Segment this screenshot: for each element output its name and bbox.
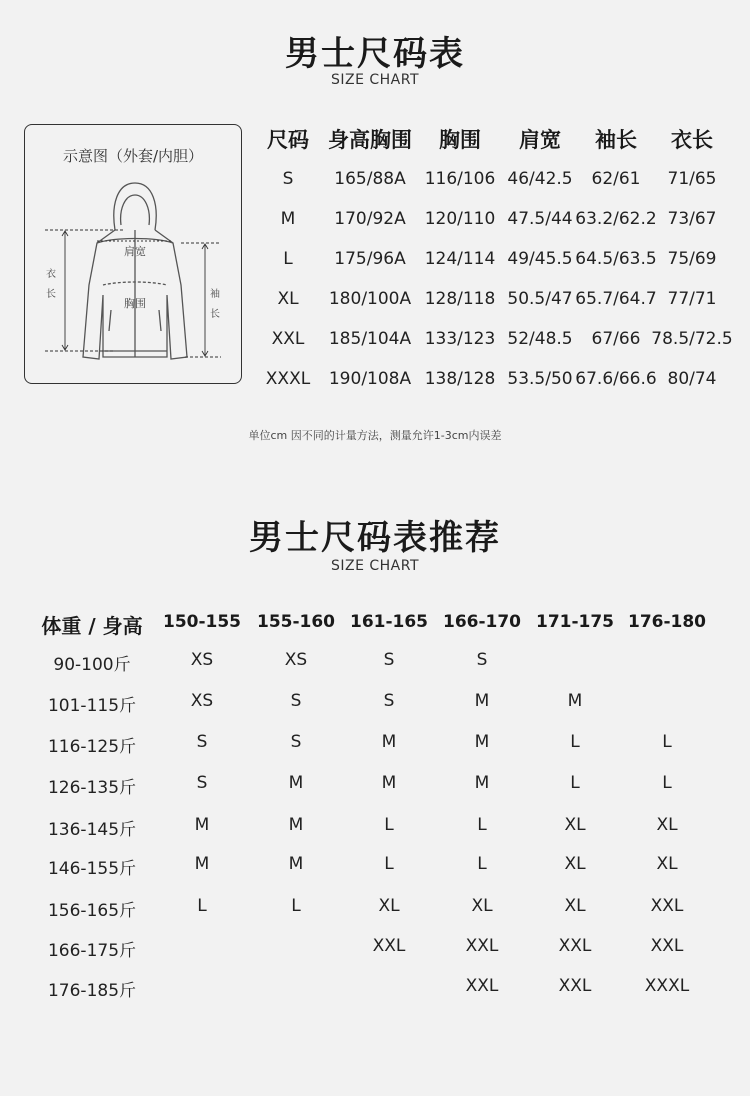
size-table-cell: 77/71 (667, 289, 717, 309)
measurement-note: 单位cm 因不同的计量方法，测量允许1-3cm内误差 (248, 429, 502, 442)
recommendation-subtitle: SIZE CHART (330, 558, 420, 574)
size-table-cell: 180/100A (328, 289, 412, 309)
recommended-size-cell: M (567, 691, 583, 711)
size-table-cell: 53.5/50 (507, 369, 573, 389)
size-table-cell: 128/118 (424, 289, 496, 309)
recommended-size-cell: XXL (558, 976, 592, 996)
size-table-cell: 49/45.5 (507, 249, 573, 269)
recommended-size-cell: L (662, 732, 672, 752)
chest-label: 胸围 (124, 297, 146, 310)
recommended-size-cell: XS (190, 691, 214, 711)
recommended-size-cell: M (288, 854, 304, 874)
weight-range-label: 116-125斤 (47, 737, 137, 757)
recommended-size-cell: XL (564, 854, 586, 874)
size-table-cell: 67/66 (591, 329, 641, 349)
recommended-size-cell: XL (656, 854, 678, 874)
size-table-cell: 133/123 (424, 329, 496, 349)
size-table-cell: 63.2/62.2 (575, 209, 657, 229)
recommended-size-cell: XXXL (644, 976, 690, 996)
height-range-header: 171-175 (535, 612, 615, 632)
recommended-size-cell: M (288, 773, 304, 793)
size-table-cell: 170/92A (334, 209, 406, 229)
size-table-header: 胸围 (439, 128, 481, 152)
weight-height-corner-label: 体重 / 身高 (41, 614, 143, 638)
recommended-size-cell: M (474, 773, 490, 793)
weight-range-label: 90-100斤 (53, 655, 131, 675)
size-table-cell: 165/88A (334, 169, 406, 189)
recommended-size-cell: S (196, 773, 208, 793)
size-table-cell: 67.6/66.6 (575, 369, 657, 389)
recommended-size-cell: S (476, 650, 488, 670)
recommended-size-cell: M (474, 732, 490, 752)
recommended-size-cell: M (194, 815, 210, 835)
recommended-size-cell: XXL (650, 936, 684, 956)
shoulder-label: 肩宽 (124, 245, 146, 258)
weight-range-label: 166-175斤 (47, 941, 137, 961)
size-table-cell: 64.5/63.5 (575, 249, 657, 269)
size-table-cell: 138/128 (424, 369, 496, 389)
recommended-size-cell: XXL (465, 936, 499, 956)
height-range-header: 161-165 (349, 612, 429, 632)
size-label: L (283, 249, 293, 269)
recommended-size-cell: M (381, 732, 397, 752)
recommended-size-cell: M (194, 854, 210, 874)
size-label: M (280, 209, 296, 229)
weight-range-label: 136-145斤 (47, 820, 137, 840)
recommended-size-cell: L (570, 773, 580, 793)
sleeve-label-2: 长 (210, 309, 220, 320)
height-range-header: 155-160 (256, 612, 336, 632)
recommended-size-cell: S (290, 691, 302, 711)
recommended-size-cell: XS (190, 650, 214, 670)
size-table-cell: 80/74 (667, 369, 717, 389)
size-label: S (282, 169, 294, 189)
size-table-cell: 185/104A (328, 329, 412, 349)
recommended-size-cell: XXL (558, 936, 592, 956)
recommended-size-cell: S (383, 691, 395, 711)
size-table-cell: 78.5/72.5 (651, 329, 733, 349)
size-table-cell: 52/48.5 (507, 329, 573, 349)
recommended-size-cell: L (662, 773, 672, 793)
size-chart-subtitle: SIZE CHART (330, 72, 420, 88)
diagram-caption: 示意图（外套/内胆） (62, 147, 204, 165)
recommended-size-cell: XL (564, 815, 586, 835)
size-table-cell: 47.5/44 (507, 209, 573, 229)
weight-range-label: 156-165斤 (47, 901, 137, 921)
height-range-header: 166-170 (442, 612, 522, 632)
weight-range-label: 146-155斤 (47, 859, 137, 879)
size-table-cell: 65.7/64.7 (575, 289, 657, 309)
weight-range-label: 126-135斤 (47, 778, 137, 798)
length-label-2: 长 (46, 289, 56, 300)
size-table-header: 身高胸围 (328, 128, 412, 152)
recommended-size-cell: XL (471, 896, 493, 916)
size-table-cell: 73/67 (667, 209, 717, 229)
weight-range-label: 101-115斤 (47, 696, 137, 716)
size-table-cell: 46/42.5 (507, 169, 573, 189)
recommended-size-cell: XXL (372, 936, 406, 956)
size-label: XXL (271, 329, 305, 349)
size-table-cell: 71/65 (667, 169, 717, 189)
recommended-size-cell: XL (564, 896, 586, 916)
recommended-size-cell: L (291, 896, 301, 916)
recommended-size-cell: L (477, 854, 487, 874)
sleeve-label-1: 袖 (210, 289, 220, 300)
recommended-size-cell: XXL (650, 896, 684, 916)
recommended-size-cell: L (477, 815, 487, 835)
height-range-header: 176-180 (627, 612, 707, 632)
weight-range-label: 176-185斤 (47, 981, 137, 1001)
size-table-cell: 62/61 (591, 169, 641, 189)
size-table-cell: 175/96A (334, 249, 406, 269)
size-table-cell: 75/69 (667, 249, 717, 269)
height-range-header: 150-155 (162, 612, 242, 632)
size-label: XL (277, 289, 299, 309)
size-table-cell: 50.5/47 (507, 289, 573, 309)
recommended-size-cell: L (384, 854, 394, 874)
recommendation-title: 男士尺码表推荐 (249, 518, 501, 558)
recommended-size-cell: S (196, 732, 208, 752)
recommended-size-cell: L (197, 896, 207, 916)
recommended-size-cell: M (288, 815, 304, 835)
size-chart-title: 男士尺码表 (285, 34, 465, 74)
size-table-cell: 124/114 (424, 249, 496, 269)
size-label: XXXL (265, 369, 311, 389)
size-table-header: 衣长 (671, 128, 713, 152)
measurement-diagram (24, 124, 242, 384)
size-table-cell: 116/106 (424, 169, 496, 189)
recommended-size-cell: S (290, 732, 302, 752)
size-table-header: 袖长 (595, 128, 637, 152)
recommended-size-cell: XL (378, 896, 400, 916)
size-table-cell: 190/108A (328, 369, 412, 389)
recommended-size-cell: M (474, 691, 490, 711)
recommended-size-cell: XXL (465, 976, 499, 996)
recommended-size-cell: S (383, 650, 395, 670)
recommended-size-cell: M (381, 773, 397, 793)
recommended-size-cell: XS (284, 650, 308, 670)
recommended-size-cell: XL (656, 815, 678, 835)
jacket-illustration (25, 125, 243, 385)
size-table-header: 尺码 (267, 128, 309, 152)
length-label-1: 衣 (46, 269, 56, 280)
recommended-size-cell: L (570, 732, 580, 752)
size-table-cell: 120/110 (424, 209, 496, 229)
size-table-header: 肩宽 (519, 128, 561, 152)
recommended-size-cell: L (384, 815, 394, 835)
